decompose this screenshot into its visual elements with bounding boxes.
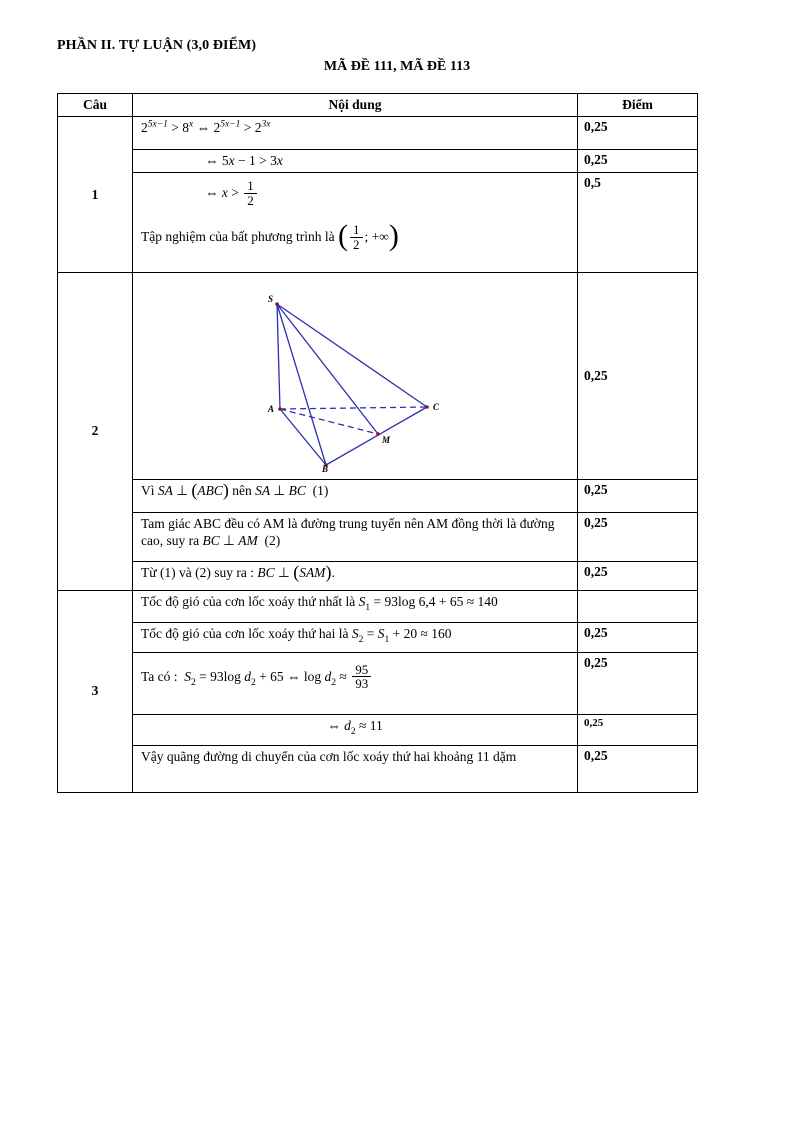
content-line xyxy=(141,219,569,253)
vertex-dot-S xyxy=(275,302,279,306)
points-cell: 0,25 xyxy=(578,479,698,512)
text-segment: + 65 ⇔ log xyxy=(255,668,325,684)
text-segment: > xyxy=(227,185,243,201)
text-segment: ⊥ xyxy=(270,482,289,498)
math-segment: BC xyxy=(257,564,275,580)
table-row xyxy=(58,273,698,480)
math-segment: 5x−1 xyxy=(220,119,241,130)
vertex-dot-C xyxy=(425,405,429,409)
content-line xyxy=(141,119,569,137)
math-segment: ( xyxy=(293,562,300,583)
vertex-dot-M xyxy=(376,432,380,436)
text-segment: Vậy quãng đường di chuyển của cơn lốc xoáy thứ hai khoảng 11 dặm xyxy=(141,748,517,764)
points-cell: 0,25 xyxy=(578,714,698,745)
math-segment: ABC xyxy=(197,482,223,498)
vertex-label-A: A xyxy=(267,404,274,414)
text-segment: 2 xyxy=(141,120,148,135)
content-cell xyxy=(133,590,578,622)
text-segment: = 93log xyxy=(195,668,245,684)
math-segment: SA xyxy=(255,482,271,498)
content-cell xyxy=(133,173,578,273)
points-cell: 0,25 xyxy=(578,117,698,150)
math-segment: ( xyxy=(338,219,349,253)
math-segment: S xyxy=(184,668,192,684)
solid-edge-SC xyxy=(277,304,427,407)
dashed-edge-AM xyxy=(280,409,378,434)
solid-edge-BC xyxy=(326,407,427,465)
fraction-numerator: 1 xyxy=(350,223,363,238)
content-cell xyxy=(133,622,578,652)
math-segment: ( xyxy=(191,480,198,501)
math-segment: ) xyxy=(388,219,399,253)
table-header-row xyxy=(58,94,698,117)
math-segment: 2 xyxy=(191,677,196,688)
text-segment: ; +∞ xyxy=(364,229,389,245)
text-segment: + 20 ≈ 160 xyxy=(389,625,452,641)
table-row xyxy=(58,150,698,173)
table-row xyxy=(58,479,698,512)
fraction-denominator: 2 xyxy=(353,236,360,252)
content-cell xyxy=(133,714,578,745)
math-segment: 1 xyxy=(384,634,390,645)
content-line xyxy=(141,748,569,766)
math-segment: x xyxy=(228,153,235,168)
text-segment: Tốc độ gió của cơn lốc xoáy thứ hai là xyxy=(141,625,352,641)
table-row xyxy=(58,173,698,273)
math-segment xyxy=(244,179,257,207)
question-number: 2 xyxy=(58,273,133,591)
math-segment: S xyxy=(377,625,385,641)
table-row xyxy=(58,745,698,792)
answer-key-table xyxy=(57,93,698,793)
fraction-numerator: 1 xyxy=(244,179,257,194)
text-segment: nên xyxy=(228,482,256,498)
text-segment: > 2 xyxy=(240,120,262,135)
answer-table-body xyxy=(58,117,698,793)
math-segment: x xyxy=(189,119,194,130)
text-segment: ⇔ 5 xyxy=(205,153,229,168)
fraction-denominator: 93 xyxy=(355,676,369,692)
math-segment: 2 xyxy=(350,726,356,737)
content-line xyxy=(141,717,569,735)
section-title: PHẦN II. TỰ LUẬN (3,0 ĐIỂM) xyxy=(57,38,257,53)
question-number: 1 xyxy=(58,117,133,273)
text-segment: ⇔ xyxy=(205,185,222,201)
math-segment: 1 xyxy=(365,602,371,613)
table-row xyxy=(58,590,698,622)
vertex-label-B: B xyxy=(321,464,329,474)
math-segment: AM xyxy=(238,533,258,549)
text-segment: ⇔ 2 xyxy=(193,120,221,135)
math-segment xyxy=(350,223,363,251)
text-segment: (1) xyxy=(305,482,329,498)
math-segment: 2 xyxy=(251,677,256,688)
text-segment: = xyxy=(363,625,378,641)
math-segment: SA xyxy=(157,482,173,498)
table-row xyxy=(58,117,698,150)
solid-edge-SB xyxy=(277,304,326,465)
points-cell: 0,25 xyxy=(578,745,698,792)
pyramid-figure xyxy=(133,273,576,474)
question-number: 3 xyxy=(58,590,133,792)
math-segment: 5x−1 xyxy=(147,119,168,130)
content-cell xyxy=(133,150,578,173)
text-segment: Từ (1) và (2) suy ra : xyxy=(141,564,258,580)
content-line xyxy=(141,625,569,643)
text-segment: > 8 xyxy=(167,120,190,135)
math-segment: S xyxy=(351,625,359,641)
dashed-edge-AC xyxy=(280,407,427,409)
column-header-points: Điểm xyxy=(578,94,698,117)
text-segment: − 1 > 3 xyxy=(234,153,277,168)
content-line xyxy=(141,564,569,582)
figure-cell xyxy=(133,273,578,480)
content-cell xyxy=(133,117,578,150)
content-line xyxy=(141,179,569,209)
vertex-dot-A xyxy=(278,407,282,411)
math-segment: x xyxy=(276,153,283,168)
text-segment: ≈ xyxy=(336,668,351,684)
solid-edge-AB xyxy=(280,409,326,465)
text-segment: ⊥ xyxy=(219,533,239,549)
content-cell xyxy=(133,479,578,512)
math-segment: 2 xyxy=(331,677,337,688)
text-segment: ⇔ xyxy=(327,717,345,733)
text-segment: Vì xyxy=(141,482,158,498)
content-line xyxy=(141,482,569,500)
math-segment: d xyxy=(344,717,351,733)
solid-edge-SA xyxy=(277,304,280,409)
content-line xyxy=(141,152,569,170)
fraction-denominator: 2 xyxy=(247,192,254,208)
text-segment: ≈ 11 xyxy=(355,717,383,733)
points-cell: 0,25 xyxy=(578,512,698,561)
points-cell: 0,25 xyxy=(578,150,698,173)
text-segment: . xyxy=(331,564,335,580)
points-cell: 0,25 xyxy=(578,561,698,590)
table-row xyxy=(58,652,698,714)
math-segment: x xyxy=(221,185,228,201)
solid-edge-SM xyxy=(277,304,378,434)
content-cell xyxy=(133,652,578,714)
table-row xyxy=(58,622,698,652)
text-segment: Tam giác ABC đều có AM là đường trung tuyến nên AM đồng thời là đường cao, suy ra xyxy=(141,515,555,549)
points-cell: 0,5 xyxy=(578,173,698,273)
text-segment: (2) xyxy=(257,533,281,549)
text-segment: Ta có : xyxy=(141,668,185,684)
math-segment: SAM xyxy=(299,564,326,580)
math-segment: ) xyxy=(222,480,229,501)
content-line xyxy=(141,515,569,550)
points-cell xyxy=(578,590,698,622)
table-row xyxy=(58,561,698,590)
text-segment: = 93log 6,4 + 65 ≈ 140 xyxy=(370,593,498,609)
content-cell xyxy=(133,745,578,792)
math-segment: ) xyxy=(325,562,332,583)
math-segment: 3x xyxy=(261,119,271,130)
math-segment: 2 xyxy=(358,634,364,645)
content-cell xyxy=(133,512,578,561)
text-segment: Tốc độ gió của cơn lốc xoáy thứ nhất là xyxy=(141,593,359,609)
vertex-label-S: S xyxy=(267,294,273,304)
points-cell: 0,25 xyxy=(578,622,698,652)
column-header-content: Nội dung xyxy=(133,94,578,117)
text-segment: ⊥ xyxy=(172,482,192,498)
content-line xyxy=(141,593,569,611)
text-segment: ⊥ xyxy=(274,564,294,580)
points-cell: 0,25 xyxy=(578,273,698,480)
exam-codes-subtitle: MÃ ĐỀ 111, MÃ ĐỀ 113 xyxy=(323,59,471,74)
math-segment: BC xyxy=(288,482,306,498)
content-line xyxy=(141,663,569,693)
points-cell: 0,25 xyxy=(578,652,698,714)
table-row xyxy=(58,512,698,561)
math-segment: d xyxy=(244,668,252,684)
math-segment xyxy=(352,663,371,691)
column-header-question: Câu xyxy=(58,94,133,117)
table-row xyxy=(58,714,698,745)
vertex-label-C: C xyxy=(433,402,440,412)
text-segment: Tập nghiệm của bất phương trình là xyxy=(141,229,339,245)
math-segment: d xyxy=(324,668,332,684)
math-segment: BC xyxy=(202,533,220,549)
content-cell xyxy=(133,561,578,590)
vertex-label-M: M xyxy=(382,435,391,445)
fraction-numerator: 95 xyxy=(352,663,371,678)
math-segment: S xyxy=(358,593,366,609)
